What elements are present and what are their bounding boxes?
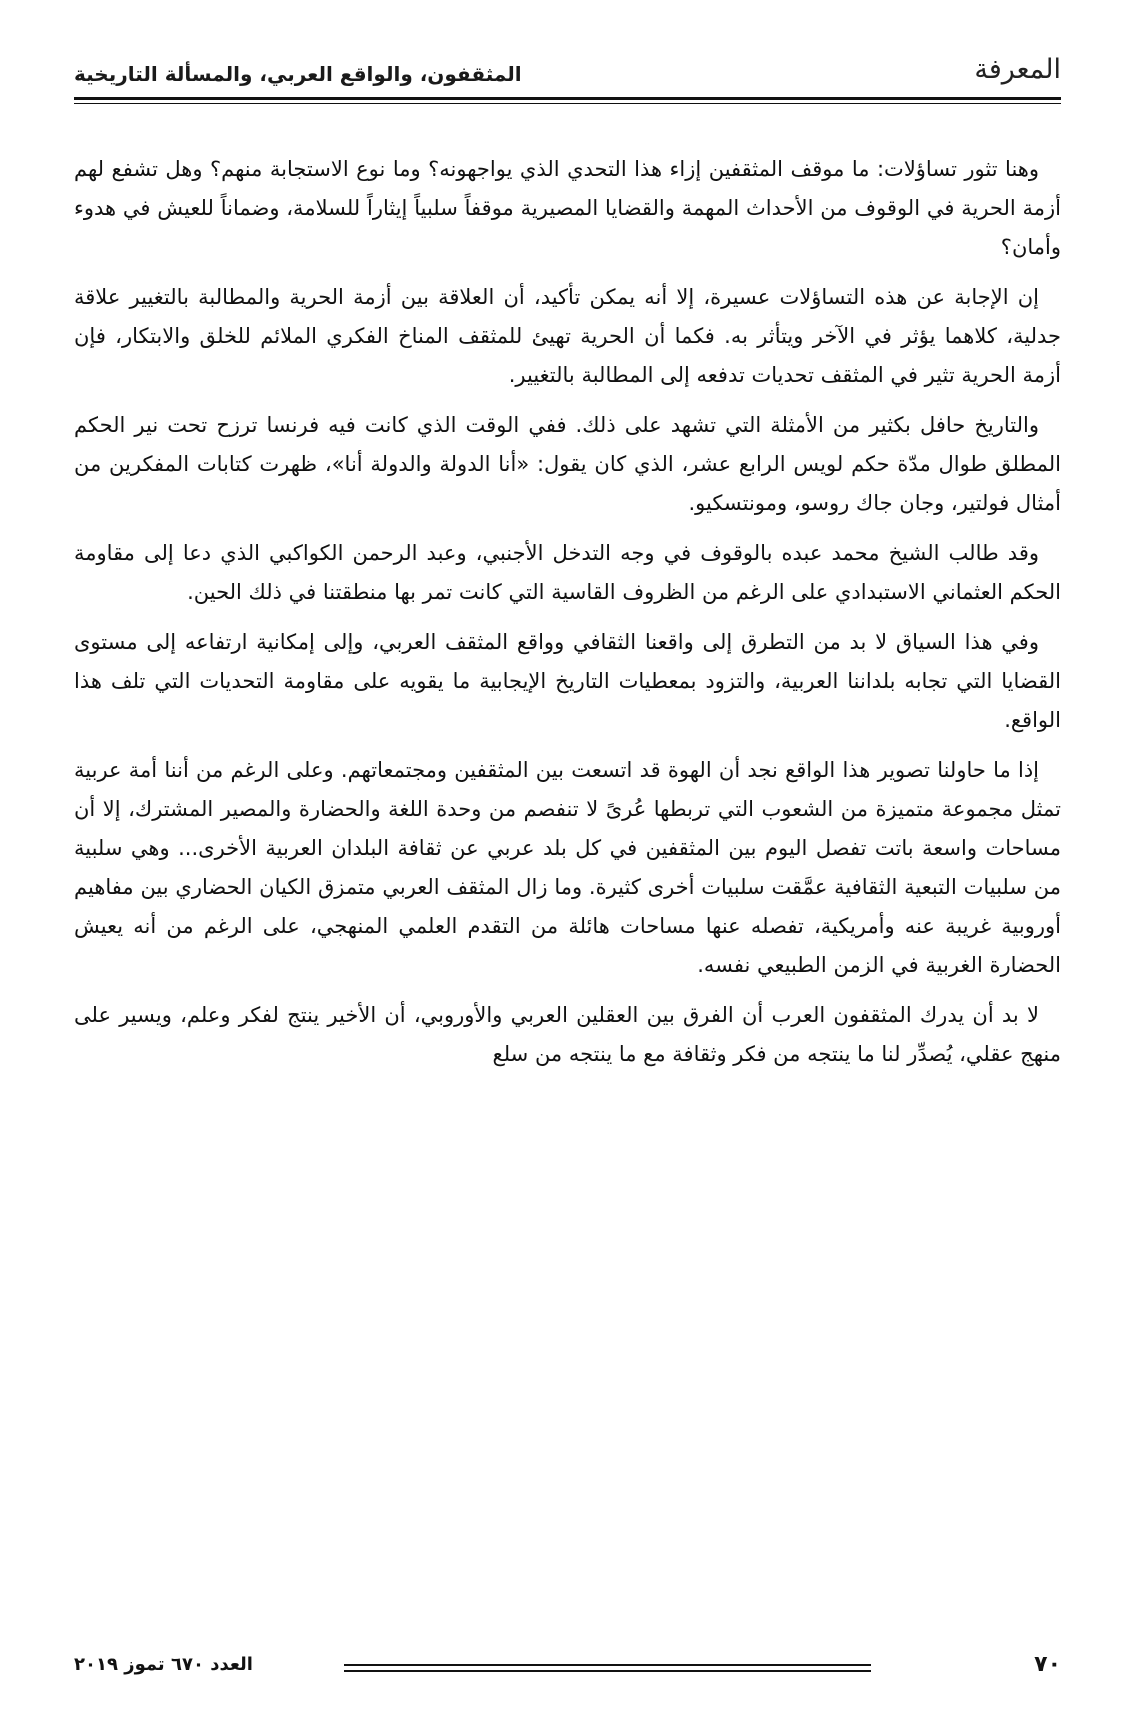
page-number: ٧٠ — [1034, 1652, 1061, 1677]
page-header — [74, 48, 1061, 96]
issue-info: العدد ٦٧٠ تموز ٢٠١٩ — [74, 1654, 253, 1675]
paragraph: إذا ما حاولنا تصوير هذا الواقع نجد أن الهوة قد اتسعت بين المثقفين ومجتمعاتهم. وعلى الرغم من أننا أمة عربية تمثل مجموعة متميزة من الشعوب التي تربطها عُرىً لا تنفصم من وحدة اللغة والحضارة والمصير المشترك، إلا أن مساحات واسعة باتت تفصل اليوم بين المثقفين في كل بلد عربي عن ثقافة البلدان العربية الأخرى... وهي سلبية من سلبيات التبعية الثقافية عمَّقت سلبيات أخرى كثيرة. وما زال المثقف العربي متمزق الكيان الحضاري بين مفاهيم أوروبية غريبة عنه وأمريكية، تفصله عنها مساحات هائلة من التقدم العلمي المنهجي، على الرغم من أنه يعيش الحضارة الغربية في الزمن الطبيعي نفسه. — [74, 758, 1061, 977]
paragraph: وهنا تثور تساؤلات: ما موقف المثقفين إزاء هذا التحدي الذي يواجهونه؟ وما نوع الاستجابة منهم؟ وهل تشفع لهم أزمة الحرية في الوقوف من الأحداث المهمة والقضايا المصيرية موقفاً سلبياً إيثاراً للسلامة، وضماناً للعيش في هدوء وأمان؟ — [74, 157, 1061, 259]
paragraph: لا بد أن يدرك المثقفون العرب أن الفرق بين العقلين العربي والأوروبي، أن الأخير ينتج لفكر وعلم، ويسير على منهج عقلي، يُصدِّر لنا ما ينتجه من فكر وثقافة مع ما ينتجه من سلع — [74, 1003, 1061, 1066]
paragraph: والتاريخ حافل بكثير من الأمثلة التي تشهد على ذلك. ففي الوقت الذي كانت فيه فرنسا ترزح تحت نير الحكم المطلق طوال مدّة حكم لويس الرابع عشر، الذي كان يقول: «أنا الدولة والدولة أنا»، ظهرت كتابات المفكرين من أمثال فولتير، وجان جاك روسو، ومونتسكيو. — [74, 413, 1061, 515]
magazine-logo: المعرفة — [974, 54, 1061, 85]
page-footer — [74, 1652, 1061, 1682]
header-rule — [74, 97, 1061, 104]
article-body — [74, 150, 1061, 1085]
paragraph: إن الإجابة عن هذه التساؤلات عسيرة، إلا أنه يمكن تأكيد، أن العلاقة بين أزمة الحرية والمطالبة بالتغيير علاقة جدلية، كلاهما يؤثر في الآخر ويتأثر به. فكما أن الحرية تهيئ للمثقف المناخ الفكري الملائم للخلق والابتكار، فإن أزمة الحرية تثير في المثقف تحديات تدفعه إلى المطالبة بالتغيير. — [74, 285, 1061, 387]
footer-rule — [344, 1664, 871, 1672]
paragraph: وفي هذا السياق لا بد من التطرق إلى واقعنا الثقافي وواقع المثقف العربي، وإلى إمكانية ارتفاعه إلى مستوى القضايا التي تجابه بلداننا العربية، والتزود بمعطيات التاريخ الإيجابية ما يقويه على مقاومة التحديات التي تلف هذا الواقع. — [74, 630, 1061, 732]
paragraph: وقد طالب الشيخ محمد عبده بالوقوف في وجه التدخل الأجنبي، وعبد الرحمن الكواكبي الذي دعا إلى مقاومة الحكم العثماني الاستبدادي على الرغم من الظروف القاسية التي كانت تمر بها منطقتنا في ذلك الحين. — [74, 541, 1061, 604]
running-title: المثقفون، والواقع العربي، والمسألة التاريخية — [74, 62, 522, 86]
